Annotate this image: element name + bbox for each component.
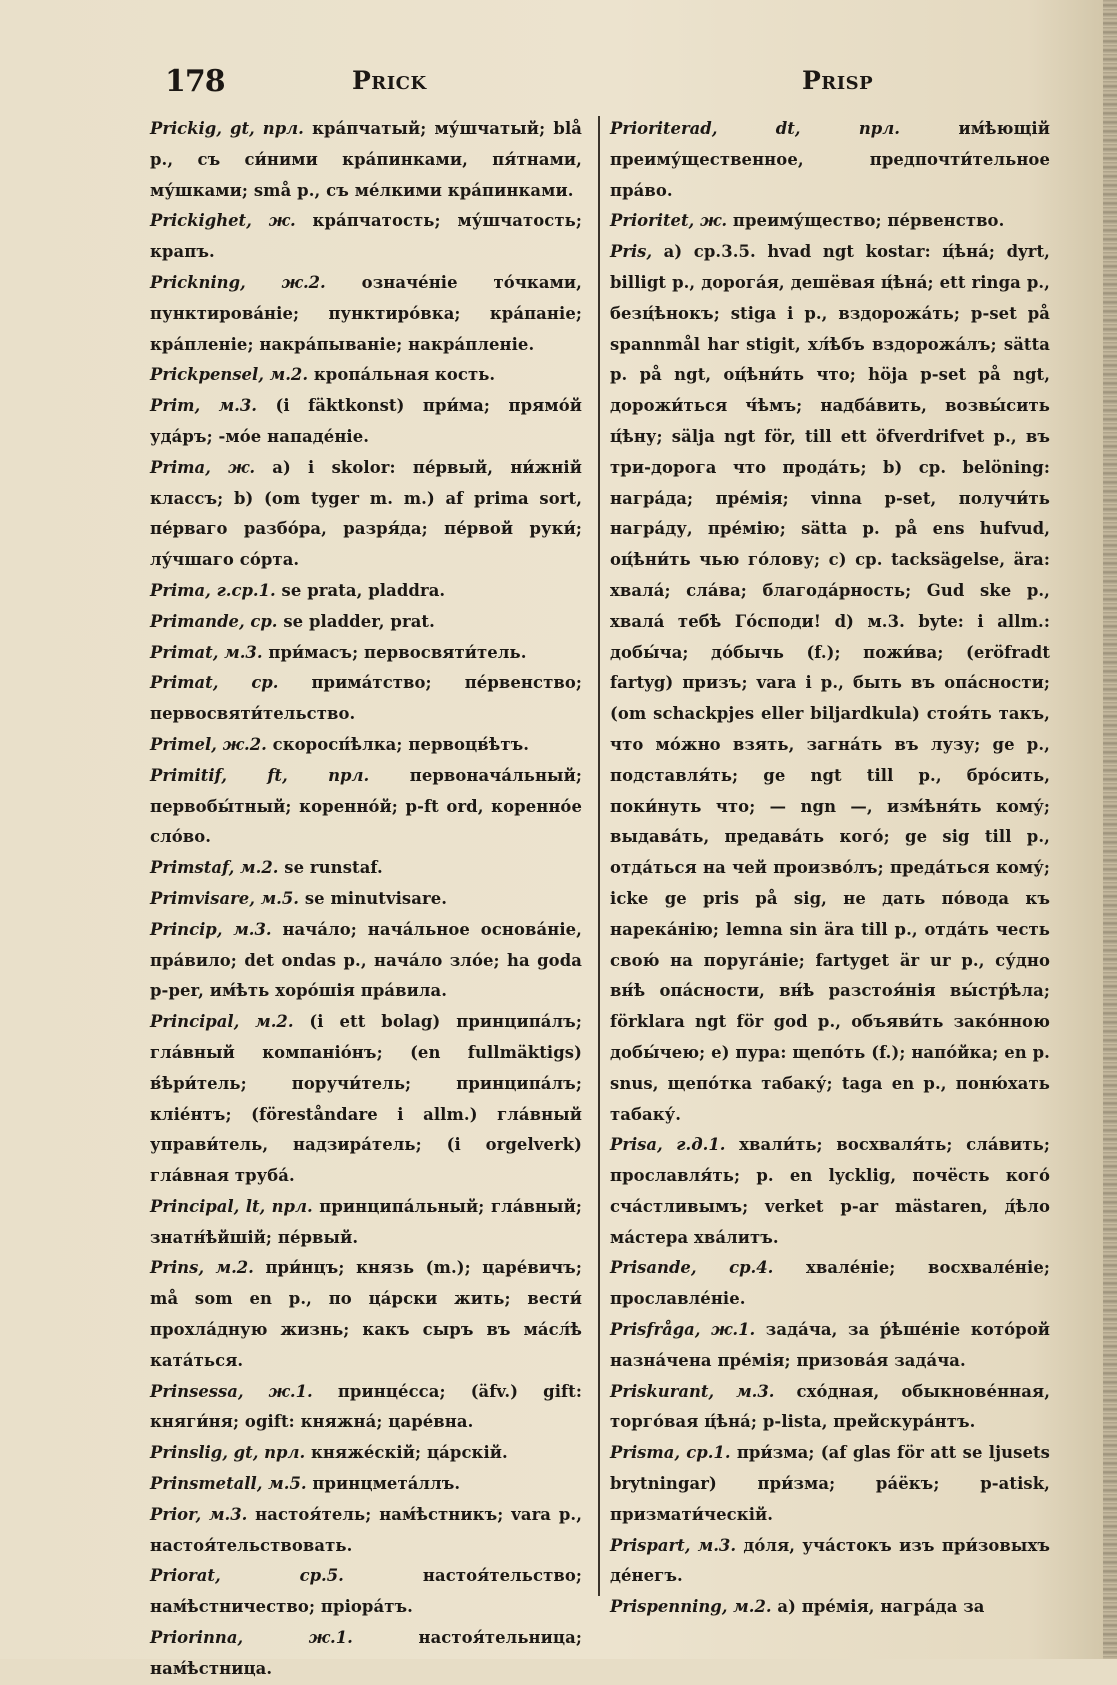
page-header: [0, 58, 1117, 102]
entry-headword: Prickighet, ж.: [150, 211, 296, 231]
entry-definition: a) пре́мія, награ́да за: [771, 1597, 985, 1617]
entry-definition: принцмета́ллъ.: [306, 1474, 461, 1494]
entry-headword: Prinsmetall, м.5.: [150, 1474, 307, 1494]
entry-headword: Prima, ж.: [150, 457, 256, 477]
entry-definition: первонача́льный; первобы́тный; коренно́й; p-ft ord, коренно́е сло́во.: [150, 765, 582, 847]
entry-definition: означе́ніе то́чками, пунктирова́ніе; пунктиро́вка; кра́паніе; кра́пленіе; накра́пываніе; накра́пленіе.: [150, 272, 582, 354]
entry-definition: хвале́ніе; восхвале́ніе; прославле́ніе.: [610, 1258, 1050, 1309]
dictionary-entry: [150, 1377, 582, 1439]
dictionary-entry: [150, 360, 582, 391]
dictionary-entry: [150, 915, 582, 1007]
entry-definition: se minutvisare.: [299, 888, 448, 908]
entry-definition: при́зма; (af glas för att se ljusets brytningar) при́зма; ра́ёкъ; p-atisk, призмати́ческій.: [610, 1443, 1050, 1524]
dictionary-entry: [150, 453, 582, 576]
entry-headword: Prinsessa, ж.1.: [150, 1381, 313, 1401]
entry-headword: Pris,: [610, 242, 653, 262]
running-head-right: Prisp: [802, 66, 874, 95]
entry-definition: se pladder, prat.: [277, 611, 435, 631]
entry-definition: княже́скій; ца́рскій.: [305, 1443, 508, 1463]
dictionary-entry: [610, 1377, 1050, 1439]
entry-definition: зада́ча, за р́ѣше́ніе кото́рой назна́чена пре́мія; призова́я зада́ча.: [610, 1320, 1050, 1370]
book-edge: [1103, 0, 1117, 1659]
entry-definition: кра́пчатый; му́шчатый; blå p., съ си́ними кра́пинками, пя́тнами, му́шками; små p., съ ме́лкими кра́пинками.: [150, 119, 582, 200]
dictionary-entry: [610, 1531, 1050, 1593]
entry-headword: Prickning, ж.2.: [150, 272, 326, 292]
dictionary-entry: [610, 1438, 1050, 1530]
entry-headword: Prisfråga, ж.1.: [610, 1320, 756, 1340]
entry-headword: Prispenning, м.2.: [610, 1597, 772, 1617]
entry-definition: преиму́щество; пе́рвенство.: [727, 211, 1005, 231]
dictionary-entry: [610, 1130, 1050, 1253]
dictionary-entry: [610, 1315, 1050, 1377]
entry-headword: Prioritet, ж.: [610, 211, 728, 231]
dictionary-entry: [150, 730, 582, 761]
entry-headword: Princip, м.3.: [150, 919, 272, 939]
entry-headword: Prinslig, gt, прл.: [150, 1443, 306, 1463]
dictionary-entry: [150, 206, 582, 268]
entry-headword: Prima, г.ср.1.: [150, 580, 276, 600]
entry-definition: кра́пчатость; му́шчатость; крапъ.: [150, 211, 582, 262]
entry-definition: хвали́ть; восхваля́ть; сла́вить; прославля́ть; p. en lycklig, почёсть кого́ сча́стливымъ; verket p-ar mästaren, д́ѣло ма́стера хва́литъ.: [610, 1135, 1051, 1247]
entry-headword: Prickpensel, м.2.: [150, 365, 309, 385]
entry-definition: настоя́тельство; нам́ѣстничество; пріора́тъ.: [150, 1566, 582, 1617]
dictionary-entry: [150, 668, 582, 730]
entry-headword: Primat, м.3.: [150, 642, 263, 662]
dictionary-entry: [150, 607, 582, 638]
entry-headword: Prisande, ср.4.: [610, 1258, 774, 1278]
column-divider: [598, 116, 600, 1596]
entry-headword: Prioriterad, dt, прл.: [610, 119, 900, 138]
entry-headword: Prior, м.3.: [150, 1504, 248, 1524]
entry-definition: при́нцъ; князь (m.); царе́вичъ; må som en p., по ца́рски жить; вести́ прохла́дную жизнь; какъ сыръ въ ма́сл́ѣ ката́ться.: [150, 1258, 582, 1370]
dictionary-entry: [610, 237, 1050, 1130]
entry-definition: se runstaf.: [278, 858, 383, 878]
dictionary-entry: [150, 761, 582, 853]
entry-headword: Prisma, ср.1.: [610, 1443, 731, 1463]
dictionary-entry: [150, 638, 582, 669]
entry-headword: Principal, lt, прл.: [150, 1196, 313, 1216]
dictionary-entry: [150, 1192, 582, 1254]
dictionary-entry: [150, 1469, 582, 1500]
entry-definition: настоя́тельница; нам́ѣстница.: [150, 1628, 582, 1678]
entry-headword: Priskurant, м.3.: [610, 1381, 775, 1401]
dictionary-entry: [150, 1500, 582, 1562]
running-head-left: Prick: [352, 66, 427, 95]
entry-headword: Primel, ж.2.: [150, 734, 267, 754]
dictionary-entry: [150, 853, 582, 884]
entry-headword: Primstaf, м.2.: [150, 858, 279, 878]
entry-headword: Prins, м.2.: [150, 1258, 254, 1278]
entry-definition: a) i skolor: пе́рвый, ни́жній классъ; b) (om tyger m. m.) af prima sort, пе́рваго разбо́ра, разря́да; пе́рвой руки́; лу́чшаго со́рта.: [150, 457, 583, 570]
dictionary-entry: [150, 391, 582, 453]
entry-headword: Primat, ср.: [150, 673, 279, 693]
entry-headword: Primande, ср.: [150, 611, 278, 631]
left-column: [150, 114, 582, 1685]
dictionary-entry: [150, 1561, 582, 1623]
entry-definition: (i fäktkonst) при́ма; прямо́й уда́ръ; -мо́е нападе́ніе.: [150, 396, 582, 446]
dictionary-entry: [610, 114, 1050, 206]
entry-headword: Prisa, г.д.1.: [610, 1135, 726, 1155]
dictionary-entry: [150, 884, 582, 915]
dictionary-entry: [150, 1007, 582, 1192]
page-number: 178: [165, 64, 225, 99]
entry-headword: Priorinna, ж.1.: [150, 1628, 353, 1648]
dictionary-entry: [150, 1438, 582, 1469]
dictionary-entry: [150, 1253, 582, 1376]
entry-definition: скоросп́ѣлка; первоцв́ѣтъ.: [266, 734, 530, 754]
entry-headword: Primvisare, м.5.: [150, 888, 300, 908]
entry-headword: Primitif, ft, прл.: [150, 765, 370, 785]
dictionary-entry: [610, 1592, 1050, 1623]
entry-headword: Prickig, gt, прл.: [150, 119, 304, 138]
entry-definition: (i ett bolag) принципа́лъ; гла́вный компаніо́нъ; (en fullmäktigs) в́ѣри́тель; поручи́тель; принципа́лъ; кліе́нтъ; (föreståndare i allm.) гла́вный управи́тель, надзира́тель; (i orgelverk) гла́вная труба́.: [150, 1012, 583, 1186]
dictionary-entry: [150, 576, 582, 607]
entry-headword: Principal, м.2.: [150, 1012, 294, 1032]
right-column: [610, 114, 1050, 1623]
entry-definition: se prata, pladdra.: [275, 580, 446, 600]
entry-definition: принце́сса; (äfv.) gift: княги́ня; ogift: княжна́; царе́вна.: [150, 1381, 583, 1432]
entry-definition: им́ѣющій преиму́щественное, предпочти́тельное пра́во.: [610, 119, 1050, 200]
entry-definition: принципа́льный; гла́вный; знатн́ѣйшій; пе́рвый.: [150, 1196, 583, 1247]
dictionary-entry: [150, 1623, 582, 1685]
entry-headword: Prispart, м.3.: [610, 1535, 737, 1555]
entry-definition: кропа́льная кость.: [308, 365, 496, 385]
entry-definition: прима́тство; пе́рвенство; первосвяти́тельство.: [150, 673, 582, 724]
entry-definition: a) ср.3.5. hvad ngt kostar: ц́ѣна́; dyrt, billigt p., дорога́я, дешёвая ц́ѣна́; ett ringa p., безц́ѣнокъ; stiga i p., вздорожа́ть; p-set på spannmål har stigit, хл́ѣбъ вздорожа́лъ; sätta p. på ngt, оц́ѣни́ть что; höja p-set på ngt, дорожи́ться ч́ѣмъ; надба́вить, возвы́сить ц́ѣну; sälja ngt för, till ett öfverdrifvet p., въ три-дорога что прода́ть; b) ср. belöning: награ́да; пре́мія; vinna p-set, получи́ть награ́ду, пре́мію; sätta p. på ens hufvud, оц́ѣни́ть чью го́лову; c) ср. tacksägelse, ära: хвала́; сла́ва; благода́рность; Gud ske p., хвала́ теб́ѣ Го́споди! d) м.3. byte: i allm.: добы́ча; до́бычь (f.); пожи́ва; (eröfradt fartyg) призъ; vara i p., быть въ опа́сности; (om schackpjes eller biljardkula) стоя́ть такъ, что мо́жно взять, загна́ть въ лузу; ge p., подставля́ть; ge ngt till p., бро́сить, поки́нуть что; — ngn —, изм́ѣня́ть кому́; выдава́ть, предава́ть кого́; ge sig till p., отда́ться на чей произво́лъ; преда́ться кому́; icke ge pris på sig, не дать по́вода къ нарека́нію; lemna sin ära till p., отда́ть честь свою́ на поруга́ніе; fartyget är ur p., су́дно вн́ѣ опа́сности, вн́ѣ разстоя́нія вы́стр́ѣла; förklara ngt för god p., объяви́ть зако́нною добы́чею; e) пура: щепо́ть (f.); напо́йка; en p. snus, щепо́тка табаку́; taga en p., поню́хать табаку́.: [610, 242, 1050, 1124]
entry-headword: Prim, м.3.: [150, 396, 257, 416]
entry-definition: нача́ло; нача́льное основа́ніе, пра́вило; det ondas p., нача́ло зло́е; ha goda p-per, им́ѣть хоро́шія пра́вила.: [150, 919, 582, 1001]
entry-definition: до́ля, уча́стокъ изъ при́зовыхъ де́негъ.: [610, 1535, 1050, 1586]
entry-definition: при́масъ; первосвяти́тель.: [262, 642, 527, 662]
dictionary-entry: [610, 1253, 1050, 1315]
entry-definition: схо́дная, обыкнове́нная, торго́вая ц́ѣна́; p-lista, прейскура́нтъ.: [610, 1381, 1051, 1432]
dictionary-entry: [610, 206, 1050, 237]
entry-headword: Priorat, ср.5.: [150, 1566, 344, 1586]
dictionary-entry: [150, 268, 582, 360]
entry-definition: настоя́тель; нам́ѣстникъ; vara p., настоя́тельствовать.: [150, 1504, 583, 1555]
dictionary-entry: [150, 114, 582, 206]
